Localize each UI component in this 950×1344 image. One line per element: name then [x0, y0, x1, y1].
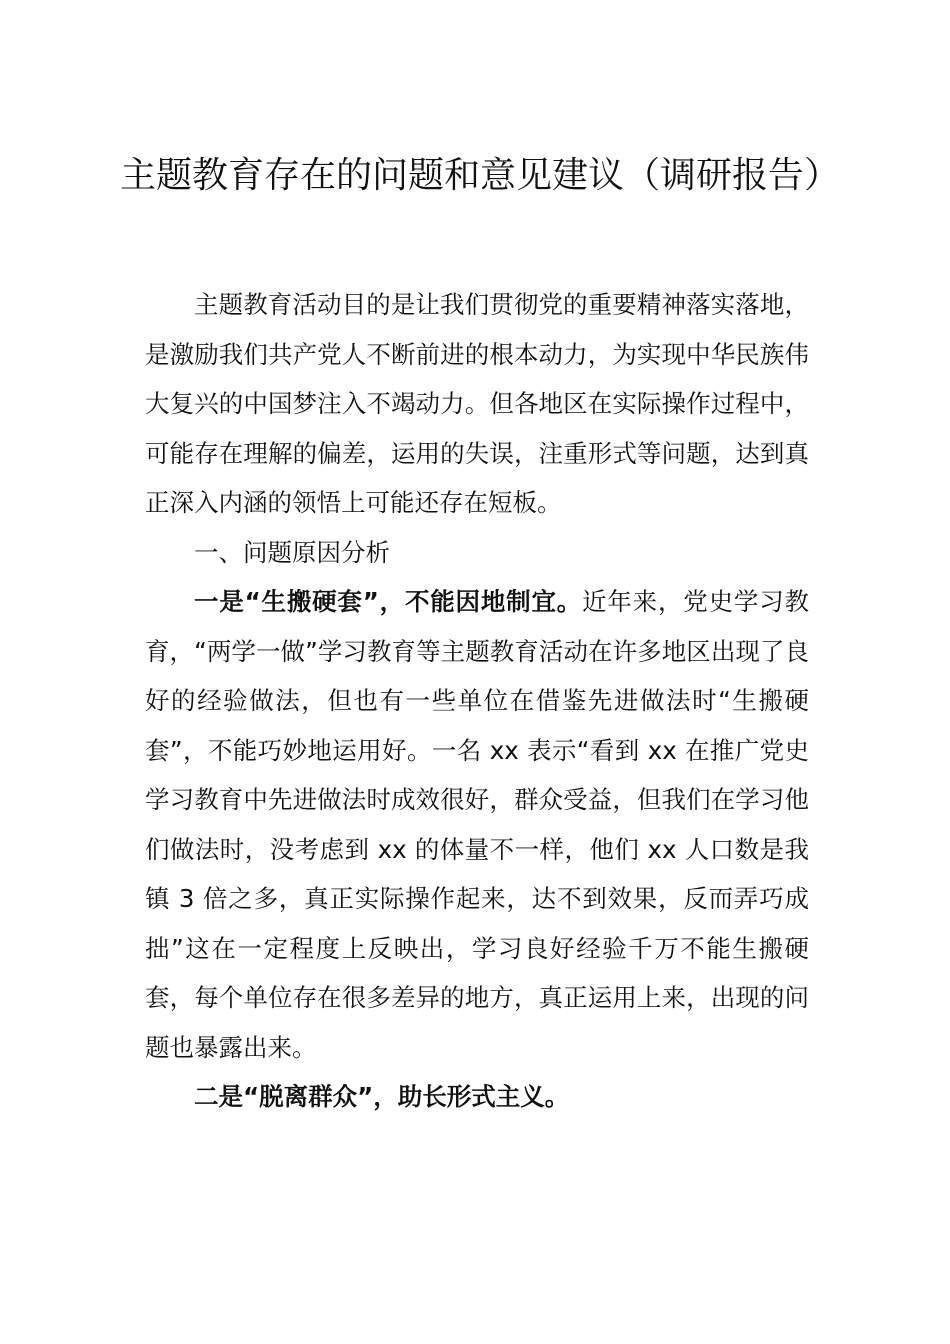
point-2-paragraph [145, 1072, 809, 1122]
document-title: 主题教育存在的问题和意见建议（调研报告） [120, 155, 841, 196]
point-1-lead: 一是“生搬硬套”，不能因地制宜。 [194, 587, 583, 616]
intro-paragraph: 主题教育活动目的是让我们贯彻党的重要精神落实落地，是激励我们共产党人不断前进的根本动力，为实现中华民族伟大复兴的中国梦注入不竭动力。但各地区在实际操作过程中，可能存在理解的偏差，运用的失误，注重形式等问题，达到真正深入内涵的领悟上可能还存在短板。 [145, 290, 809, 517]
point-2-lead: 二是“脱离群众”，助长形式主义。 [194, 1082, 570, 1111]
point-1-paragraph [145, 577, 809, 1072]
section-heading: 一、问题原因分析 [194, 537, 390, 567]
document-body [145, 280, 809, 1122]
point-1-text: 近年来，党史学习教育，“两学一做”学习教育等主题教育活动在许多地区出现了良好的经验做法，但也有一些单位在借鉴先进做法时“生搬硬套”，不能巧妙地运用好。一名 xx 表示“看到 xx 在推广党史学习教育中先进做法时成效很好，群众受益，但我们在学习他们做法时，没考虑到 xx 的体量不一样，他们 xx 人口数是我镇 3 倍之多，真正实际操作起来，达不到效果，反而弄巧成拙”这在一定程度上反映出，学习良好经验千万不能生搬硬套，每个单位存在很多差异的地方，真正运用上来，出现的问题也暴露出来。 [145, 587, 810, 1062]
